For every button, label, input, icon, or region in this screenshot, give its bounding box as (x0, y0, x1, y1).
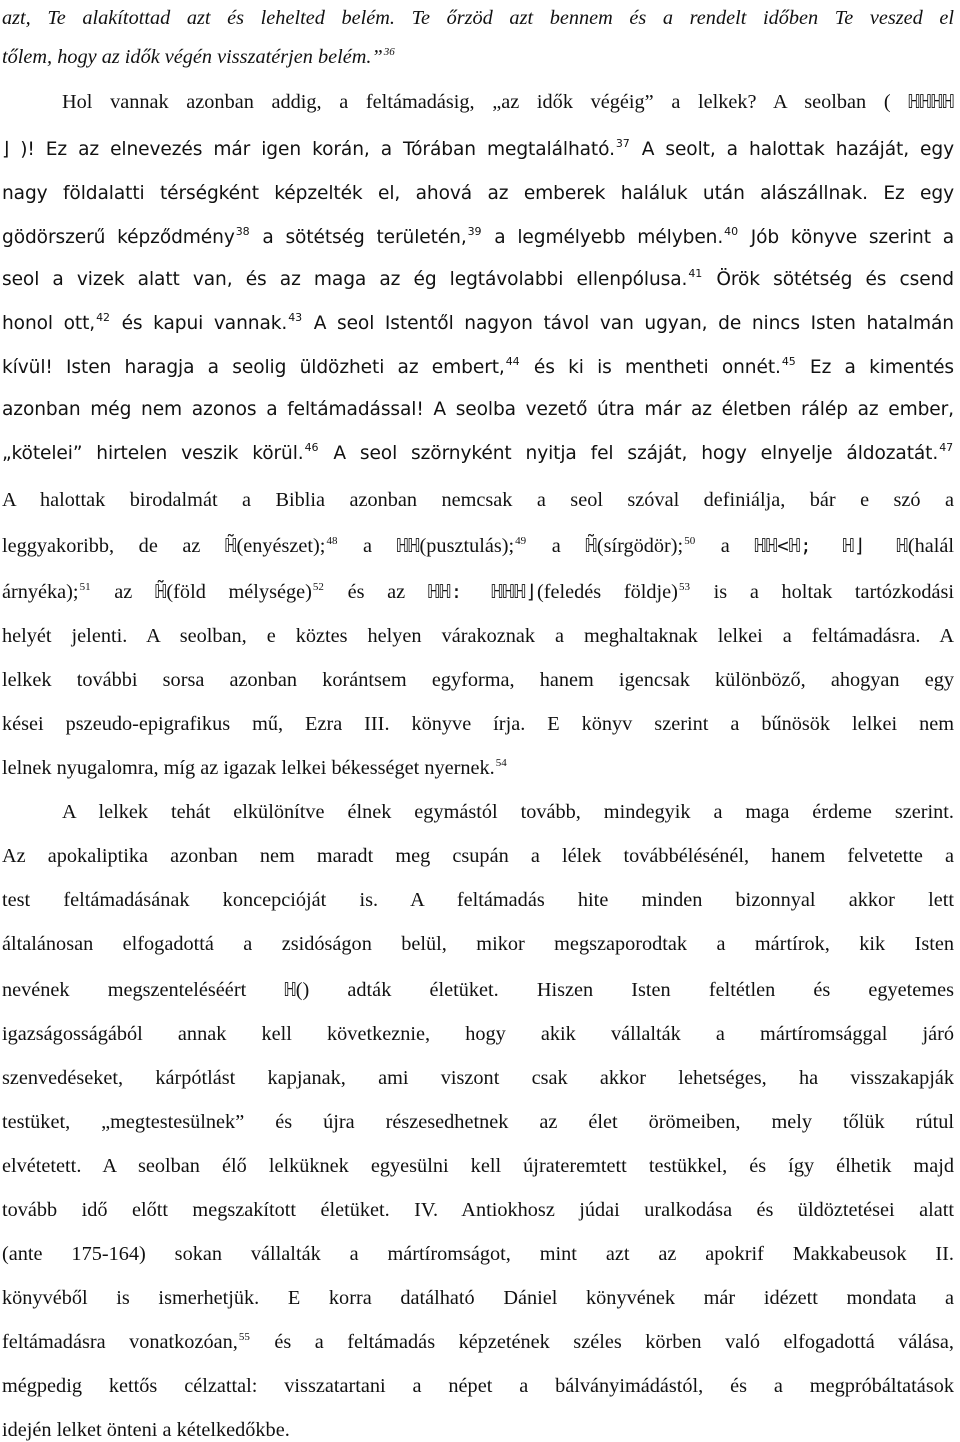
text-line (2, 1286, 954, 1310)
text-line (2, 1198, 954, 1222)
text-segment: tőlem, hogy az idők végén visszatérjen belém.” (2, 46, 383, 68)
text-line (2, 1154, 954, 1178)
text-line (2, 45, 954, 69)
footnote-ref: 47 (939, 442, 953, 455)
hebrew-term: ℍℍ<ℍ; ℍ⌋ ℍ (754, 535, 908, 557)
text-segment: A halottak birodalmát a Biblia azonban nemcsak a seol szóval definiálja, bár e szó a (2, 489, 954, 511)
text-line (2, 668, 954, 692)
text-segment: ⌋ )! Ez az elnevezés már igen korán, a Tórában megtalálható. (2, 139, 615, 160)
hebrew-term: ℍℍℍℍ (908, 91, 954, 113)
text-segment: kései pszeudo-epigrafikus mű, Ezra III. könyve írja. E könyv szerint a bűnösök lelkei nem (2, 713, 954, 735)
text-segment: lelnek nyugalomra, míg az igazak lelkei békességet nyernek. (2, 757, 495, 779)
text-segment: feltámadásra vonatkozóan, (2, 1331, 238, 1353)
text-line (2, 1022, 954, 1046)
text-segment: (pusztulás); (419, 535, 515, 557)
footnote-ref: 44 (505, 356, 520, 369)
footnote-ref: 50 (684, 535, 696, 548)
text-segment: A lelkek tehát elkülönítve élnek egymástól tovább, mindegyik a maga érdeme szerint. (62, 801, 954, 823)
text-segment: azt, Te alakítottad azt és lehelted belém. Te őrzöd azt bennem és a rendelt időben Te veszed el (2, 7, 954, 29)
text-segment: A seolt, a halottak hazáját, egy (630, 139, 954, 160)
text-segment: (feledés földje) (537, 581, 678, 603)
hebrew-term: ℍ̃ (225, 535, 237, 557)
text-segment: test feltámadásának koncepcióját is. A feltámadás hite minden bizonnyal akkor lett (2, 889, 954, 911)
text-segment: és a feltámadás képzetének széles körben való elfogadottá válása, (250, 1331, 954, 1353)
text-line (2, 398, 954, 422)
footnote-ref: 48 (326, 535, 338, 548)
footnote-ref: 37 (615, 138, 630, 151)
text-segment: a (696, 535, 755, 557)
text-segment: (föld mélysége) (166, 581, 312, 603)
text-segment: és kapui vannak. (110, 313, 288, 334)
text-segment: helyét jelenti. A seolban, e köztes helyen várakoznak a meghaltaknak lelkei a feltámadásra. A (2, 625, 954, 647)
text-segment: és az (324, 581, 428, 603)
text-line (2, 226, 954, 250)
text-segment: lelkek további sorsa azonban korántsem egyforma, hanem igencsak különböző, ahogyan egy (2, 669, 954, 691)
text-line (2, 312, 954, 336)
footnote-ref: 39 (467, 226, 482, 239)
footnote-ref: 43 (288, 312, 303, 325)
text-segment: és ki is mentheti onnét. (520, 357, 781, 378)
text-line (2, 624, 954, 648)
text-segment: Hol vannak azonban addig, a feltámadásig, „az idők végéig” a lelkek? A seolban ( (62, 91, 909, 113)
text-segment: A seol Istentől nagyon távol van ugyan, de nincs Isten hatalmán (303, 313, 954, 334)
hebrew-term: ℍ (284, 979, 296, 1001)
text-line (62, 800, 954, 824)
hebrew-term: ℍℍ (396, 535, 420, 557)
text-segment: (ante 175-164) sokan vállalták a mártíromságot, mint azt az apokrif Makkabeusok II. (2, 1243, 954, 1265)
text-segment: seol a vizek alatt van, és az maga az ég legtávolabbi ellenpólusa. (2, 269, 688, 290)
footnote-ref: 38 (235, 226, 250, 239)
text-line (2, 356, 954, 380)
text-line (2, 1330, 954, 1354)
text-segment: (sírgödör); (596, 535, 684, 557)
text-segment: nevének megszenteléséért (2, 979, 285, 1001)
hebrew-term: ℍ̃ (154, 581, 167, 603)
text-segment: tovább idő előtt megszakított életüket. IV. Antiokhosz júdai uralkodása és üldöztetései alatt (2, 1199, 954, 1221)
text-segment: testüket, „megtestesülnek” és újra részesedhetnek az élet örömeiben, mely tőlük rútul (2, 1111, 954, 1133)
text-segment: a legmélyebb mélyben. (482, 227, 724, 248)
text-segment: könyvéből is ismerhetjük. E korra datálható Dániel könyvének már idézett mondata a (2, 1287, 954, 1309)
text-line (2, 844, 954, 868)
hebrew-term: ℍℍ: ℍℍℍ⌋ (427, 581, 537, 603)
footnote-ref: 51 (79, 581, 91, 594)
text-segment: igazságosságából annak kell következnie, hogy akik vállalták a mártíromsággal járó (2, 1023, 954, 1045)
text-line (2, 488, 954, 512)
text-line (2, 1066, 954, 1090)
hebrew-term: ℍ̃ (585, 535, 597, 557)
footnote-ref: 40 (724, 226, 738, 239)
text-segment: nagy földalatti térségként képzelték el, ahová az emberek haláluk után alászállnak. Ez egy (2, 183, 954, 204)
footnote-ref: 46 (304, 442, 319, 455)
footnote-ref: 49 (515, 535, 527, 548)
footnote-ref: 36 (383, 46, 395, 59)
text-segment: () adták életüket. Hiszen Isten feltétlen és egyetemes (295, 979, 954, 1001)
text-segment: azonban még nem azonos a feltámadással! A seolba vezető útra már az életben rálép az ember, (2, 399, 954, 420)
text-line (2, 442, 954, 466)
text-segment: idején lelket önteni a kételkedőkbe. (2, 1419, 290, 1441)
footnote-ref: 45 (781, 356, 796, 369)
text-line (2, 888, 954, 912)
text-line (2, 580, 954, 604)
footnote-ref: 52 (312, 581, 324, 594)
text-segment: árnyéka); (2, 581, 79, 603)
text-segment: is a holtak tartózkodási (690, 581, 954, 603)
text-segment: mégpedig kettős célzattal: visszatartani a népet a bálványimádástól, és a megpróbáltatások (2, 1375, 954, 1397)
text-segment: az (91, 581, 155, 603)
text-line (2, 534, 954, 558)
text-line (2, 978, 954, 1002)
text-segment: (enyészet); (236, 535, 326, 557)
text-line (2, 712, 954, 736)
text-segment: „kötelei” hirtelen veszik körül. (2, 443, 304, 464)
text-segment: elvétetett. A seolban élő lelküknek egyesülni kell újrateremtett testükkel, és így élhetik majd (2, 1155, 954, 1177)
text-segment: Örök sötétség és csend (703, 269, 954, 290)
text-line (2, 1242, 954, 1266)
text-segment: a sötétség területén, (250, 227, 467, 248)
text-line (2, 1110, 954, 1134)
text-line (2, 756, 954, 780)
footnote-ref: 55 (238, 1331, 250, 1344)
footnote-ref: 54 (495, 757, 507, 770)
text-line (2, 1418, 954, 1442)
text-segment: a (338, 535, 397, 557)
text-segment: A seol szörnyként nyitja fel száját, hogy elnyelje áldozatát. (319, 443, 939, 464)
text-line (2, 182, 954, 206)
text-segment: Jób könyve szerint a (738, 227, 954, 248)
text-line (2, 268, 954, 292)
text-line (2, 1374, 954, 1398)
text-segment: Az apokaliptika azonban nem maradt meg csupán a lélek továbbélésénél, hanem felvetette a (2, 845, 954, 867)
text-segment: kívül! Isten haragja a seolig üldözheti az embert, (2, 357, 505, 378)
text-line (2, 932, 954, 956)
footnote-ref: 53 (678, 581, 690, 594)
text-segment: honol ott, (2, 313, 96, 334)
text-line (62, 90, 954, 114)
text-segment: gödörszerű képződmény (2, 227, 235, 248)
text-line (2, 6, 954, 30)
text-segment: a (527, 535, 586, 557)
text-segment: szenvedéseket, kárpótlást kapjanak, ami viszont csak akkor lehetséges, ha visszakapják (2, 1067, 954, 1089)
footnote-ref: 42 (96, 312, 110, 325)
text-segment: (halál (907, 535, 954, 557)
footnote-ref: 41 (688, 268, 703, 281)
text-segment: Ez a kimentés (796, 357, 954, 378)
text-segment: általánosan elfogadottá a zsidóságon belül, mikor megszaporodtak a mártírok, kik Isten (2, 933, 954, 955)
text-segment: leggyakoribb, de az (2, 535, 226, 557)
text-line (2, 138, 954, 162)
